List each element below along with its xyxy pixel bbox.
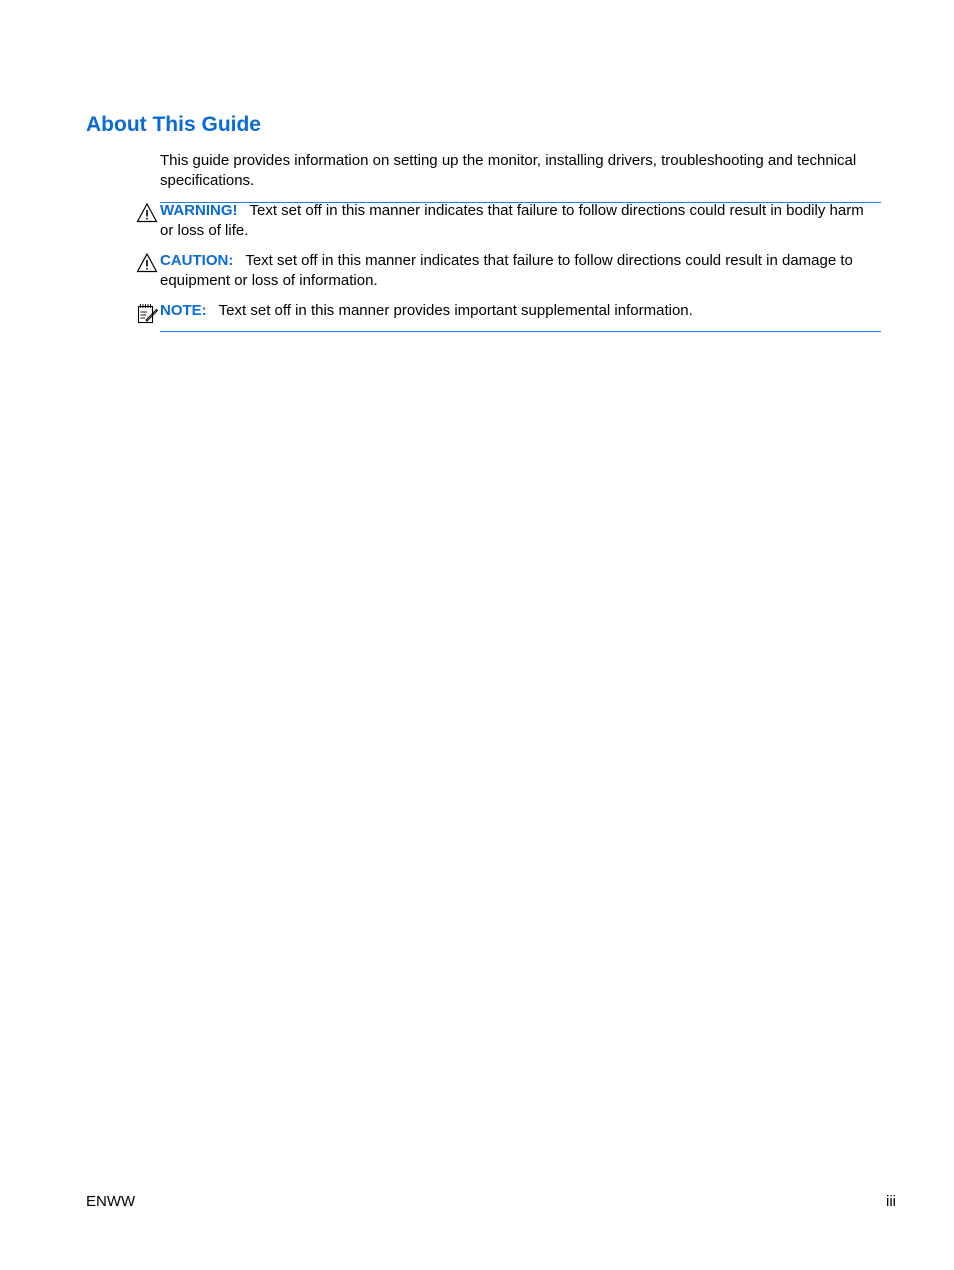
footer-locale-code: ENWW <box>86 1193 136 1210</box>
warning-text: Text set off in this manner indicates that failure to follow directions could result in bodily harm or loss of life. <box>160 202 864 239</box>
note-pad-icon <box>136 302 158 324</box>
caution-notice <box>160 251 881 290</box>
note-label: NOTE: <box>160 302 207 319</box>
warning-label: WARNING! <box>160 202 238 219</box>
notice-bottom-divider <box>160 331 881 332</box>
note-notice <box>160 301 881 321</box>
footer-page-number: iii <box>886 1193 896 1210</box>
caution-text: Text set off in this manner indicates that failure to follow directions could result in damage to equipment or loss of information. <box>160 252 853 289</box>
intro-paragraph: This guide provides information on setting up the monitor, installing drivers, troubleshooting and technical specifications. <box>160 152 857 189</box>
caution-triangle-icon <box>136 252 158 274</box>
warning-triangle-icon <box>136 202 158 224</box>
note-text: Text set off in this manner provides important supplemental information. <box>218 302 693 319</box>
warning-notice <box>160 201 881 240</box>
caution-label: CAUTION: <box>160 252 234 269</box>
page-title: About This Guide <box>86 113 261 136</box>
